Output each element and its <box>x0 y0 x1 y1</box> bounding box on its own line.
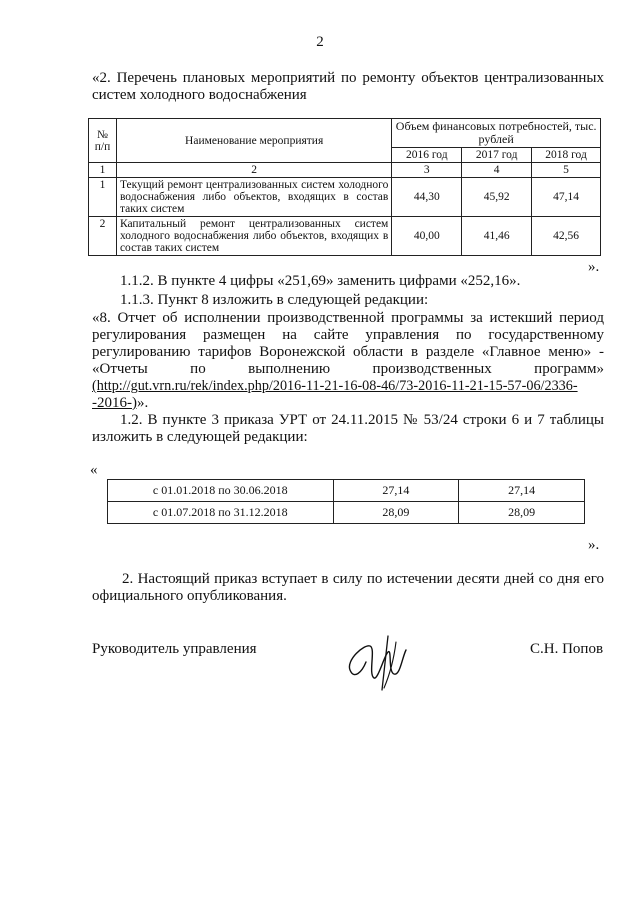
paragraph-1-1-3: 1.1.3. Пункт 8 изложить в следующей редакции: <box>120 292 429 308</box>
page-number: 2 <box>316 34 324 50</box>
handwritten-signature <box>344 622 414 694</box>
table-row <box>89 217 601 256</box>
header-year: 2016 год <box>392 148 462 163</box>
table-header-row <box>89 119 601 148</box>
paragraph-8-line2: регулирования размещен на сайте управления по государственному <box>92 327 604 343</box>
section-heading-line1: «2. Перечень плановых мероприятий по ремонту объектов централизованных <box>92 70 604 86</box>
table1-closing-quote: ». <box>588 259 600 275</box>
header-year: 2018 год <box>532 148 601 163</box>
report-url-link-continued[interactable]: -2016-) <box>92 395 137 411</box>
paragraph-1-1-2: 1.1.2. В пункте 4 цифры «251,69» заменить цифрами «252,16». <box>120 273 521 289</box>
report-url-link[interactable]: (http://gut.vrn.ru/rek/index.php/2016-11-21-16-08-46/73-2016-11-21-15-57-06/2336- <box>92 378 578 394</box>
paragraph-8-closing: ». <box>137 395 149 411</box>
value-cell: 27,14 <box>459 480 585 502</box>
value-cell: 28,09 <box>459 502 585 524</box>
table-row <box>108 502 585 524</box>
row-num: 1 <box>89 178 117 217</box>
paragraph-1-2-line2: изложить в следующей редакции: <box>92 429 308 445</box>
value-cell: 28,09 <box>333 502 459 524</box>
table2-open-quote: « <box>90 462 98 478</box>
period-cell: с 01.07.2018 по 31.12.2018 <box>108 502 334 524</box>
row-value: 42,56 <box>532 217 601 256</box>
period-cell: с 01.01.2018 по 30.06.2018 <box>108 480 334 502</box>
header-year: 2017 год <box>462 148 532 163</box>
row-name: Капитальный ремонт централизованных систем холодного водоснабжения либо объектов, входящих в состав таких систем <box>116 217 391 256</box>
table-row <box>89 178 601 217</box>
row-value: 41,46 <box>462 217 532 256</box>
row-num: 2 <box>89 217 117 256</box>
column-number: 5 <box>532 163 601 178</box>
row-value: 40,00 <box>392 217 462 256</box>
paragraph-1-2-line1: 1.2. В пункте 3 приказа УРТ от 24.11.2015 № 53/24 строки 6 и 7 таблицы <box>120 412 604 428</box>
section-heading-line2: систем холодного водоснабжения <box>92 87 307 103</box>
header-num: № п/п <box>89 119 117 163</box>
section-heading <box>92 70 604 104</box>
signatory-title: Руководитель управления <box>92 641 257 657</box>
paragraph-8-line4: «Отчеты по выполнению производственных программ» <box>92 361 604 377</box>
paragraph-8-line1: «8. Отчет об исполнении производственной программы за истекший период <box>92 310 604 326</box>
column-number: 3 <box>392 163 462 178</box>
column-number: 1 <box>89 163 117 178</box>
column-number: 2 <box>116 163 391 178</box>
signatory-name: С.Н. Попов <box>530 641 604 657</box>
row-value: 47,14 <box>532 178 601 217</box>
header-volume: Объем финансовых потребностей, тыс. рублей <box>392 119 601 148</box>
header-name: Наименование мероприятия <box>116 119 391 163</box>
value-cell: 27,14 <box>333 480 459 502</box>
paragraph-2-line2: официального опубликования. <box>92 588 287 604</box>
activities-table <box>88 118 601 256</box>
tariff-table <box>107 479 585 524</box>
table-row <box>108 480 585 502</box>
table2-closing-quote: ». <box>588 537 600 553</box>
paragraph-8 <box>92 310 604 412</box>
paragraph-2 <box>92 571 604 605</box>
row-value: 45,92 <box>462 178 532 217</box>
row-name: Текущий ремонт централизованных систем холодного водоснабжения либо объектов, входящих в состав таких систем <box>116 178 391 217</box>
paragraph-1-2 <box>92 412 604 446</box>
paragraph-2-line1: 2. Настоящий приказ вступает в силу по истечении десяти дней со дня его <box>122 571 604 587</box>
column-number: 4 <box>462 163 532 178</box>
row-value: 44,30 <box>392 178 462 217</box>
column-number-row <box>89 163 601 178</box>
paragraph-8-line3: регулированию тарифов Воронежской области в разделе «Главное меню» - <box>92 344 604 360</box>
